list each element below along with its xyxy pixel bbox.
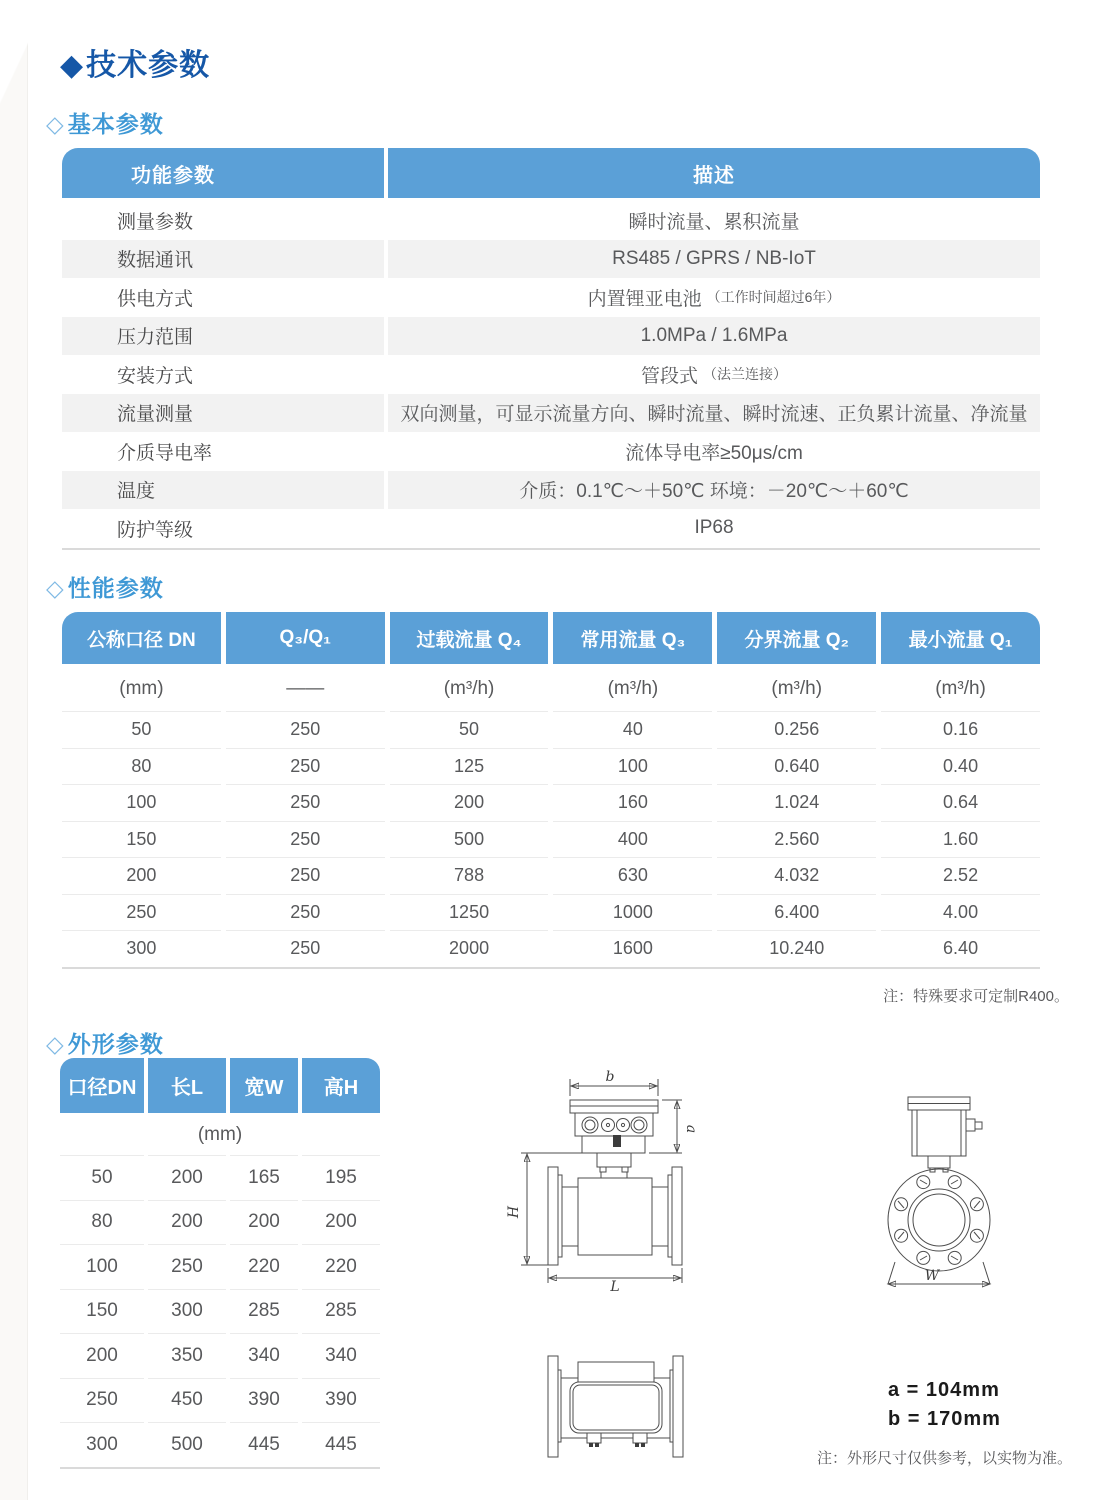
dimension-data-cell: 200 — [148, 1200, 226, 1245]
dimension-b-value: b = 170mm — [888, 1408, 1001, 1430]
performance-table-header — [62, 612, 1040, 664]
dimension-column-header: 口径DN — [60, 1058, 144, 1113]
basic-table-row — [62, 471, 1040, 510]
performance-parameters-table — [62, 612, 1040, 969]
performance-data-cell: 80 — [62, 748, 221, 785]
performance-data-cell: 160 — [553, 784, 712, 821]
performance-data-cell: 250 — [226, 821, 385, 858]
performance-data-cell: 788 — [390, 857, 549, 894]
param-value: 双向测量，可显示流量方向、瞬时流量、瞬时流速、正负累计流量、净流量 — [388, 394, 1040, 433]
basic-table-row — [62, 355, 1040, 394]
dimension-data-cell: 340 — [230, 1333, 298, 1378]
basic-table-row — [62, 317, 1040, 356]
dimension-data-cell: 50 — [60, 1155, 144, 1200]
param-label: 供电方式 — [62, 278, 384, 317]
performance-data-cell: 630 — [553, 857, 712, 894]
performance-data-cell: 100 — [553, 748, 712, 785]
section-heading-dimensions — [46, 1026, 164, 1059]
dimension-data-cell: 350 — [148, 1333, 226, 1378]
performance-data-cell: 200 — [62, 857, 221, 894]
performance-data-cell: 1000 — [553, 894, 712, 931]
performance-data-cell: 100 — [62, 784, 221, 821]
param-value: 介质：0.1℃～＋50℃ 环境：－20℃～＋60℃ — [388, 471, 1040, 510]
performance-data-cell: 0.40 — [881, 748, 1040, 785]
section-heading-performance-text: 性能参数 — [67, 575, 164, 601]
dimension-data-cell: 285 — [230, 1289, 298, 1334]
basic-table-row — [62, 201, 1040, 240]
page-title — [60, 40, 210, 84]
dimension-data-cell: 200 — [230, 1200, 298, 1245]
dimension-table-header — [60, 1058, 380, 1113]
performance-data-cell: 400 — [553, 821, 712, 858]
dimension-data-cell: 100 — [60, 1244, 144, 1289]
performance-data-cell: 250 — [62, 894, 221, 931]
performance-data-cell: 1600 — [553, 930, 712, 967]
dimension-parameters-table — [60, 1058, 380, 1469]
performance-data-cell: 250 — [226, 784, 385, 821]
dimension-data-cell: 150 — [60, 1289, 144, 1334]
performance-data-cell: 250 — [226, 857, 385, 894]
performance-data-cell: 10.240 — [717, 930, 876, 967]
param-value: IP68 — [388, 509, 1040, 548]
dimension-data-cell: 390 — [302, 1378, 380, 1423]
param-label: 温度 — [62, 471, 384, 510]
param-value: 1.0MPa / 1.6MPa — [388, 317, 1040, 356]
performance-data-cell: 50 — [390, 711, 549, 748]
performance-unit-cell: (m³/h) — [390, 667, 549, 711]
performance-unit-cell: (m³/h) — [717, 667, 876, 711]
param-value: 瞬时流量、累积流量 — [388, 201, 1040, 240]
param-value: 内置锂亚电池 （工作时间超过6年） — [388, 278, 1040, 317]
outline-diamond-icon: ◇ — [46, 111, 65, 137]
performance-data-cell: 0.16 — [881, 711, 1040, 748]
basic-table-row — [62, 509, 1040, 548]
basic-parameters-table — [62, 148, 1040, 550]
performance-unit-cell: (m³/h) — [881, 667, 1040, 711]
flowmeter-top-view-drawing — [538, 1348, 698, 1463]
performance-column-header: 公称口径 DN — [62, 612, 221, 664]
performance-data-cell: 4.032 — [717, 857, 876, 894]
param-value: RS485 / GPRS / NB-IoT — [388, 240, 1040, 279]
dimension-column-header: 长L — [148, 1058, 226, 1113]
basic-table-row — [62, 432, 1040, 471]
performance-data-cell: 1250 — [390, 894, 549, 931]
dimension-table-units-row: (mm) — [197, 1124, 243, 1145]
dimension-data-cell: 390 — [230, 1378, 298, 1423]
dimension-data-cell: 200 — [60, 1333, 144, 1378]
param-label: 介质导电率 — [62, 432, 384, 471]
dim-label-a: a — [683, 1124, 699, 1134]
param-value-note: （法兰连接） — [703, 366, 787, 383]
performance-table-units-row — [62, 667, 1040, 711]
page-title-text: 技术参数 — [86, 49, 211, 82]
performance-column-header: 分界流量 Q₂ — [717, 612, 876, 664]
performance-table-body — [62, 711, 1040, 969]
performance-data-cell: 0.64 — [881, 784, 1040, 821]
param-value: 流体导电率≥50μs/cm — [388, 432, 1040, 471]
performance-data-cell: 0.256 — [717, 711, 876, 748]
performance-data-cell: 200 — [390, 784, 549, 821]
page-left-edge — [0, 0, 28, 1500]
dimension-data-cell: 200 — [302, 1200, 380, 1245]
performance-data-cell: 2.560 — [717, 821, 876, 858]
performance-data-cell: 150 — [62, 821, 221, 858]
outline-diamond-icon: ◇ — [46, 1031, 65, 1057]
section-heading-basic — [46, 106, 164, 139]
param-label: 安装方式 — [62, 355, 384, 394]
dimension-data-cell: 445 — [230, 1422, 298, 1467]
dim-label-b: b — [605, 1069, 615, 1085]
performance-data-cell: 6.400 — [717, 894, 876, 931]
param-value: 管段式 （法兰连接） — [388, 355, 1040, 394]
dimension-data-cell: 200 — [148, 1155, 226, 1200]
flowmeter-side-view-drawing — [858, 1083, 1008, 1293]
performance-data-cell: 0.640 — [717, 748, 876, 785]
dim-label-W: W — [924, 1268, 940, 1284]
dimension-data-cell: 220 — [230, 1244, 298, 1289]
performance-column-header: Q₃/Q₁ — [226, 612, 385, 664]
performance-data-cell: 1.60 — [881, 821, 1040, 858]
dim-label-L: L — [610, 1279, 620, 1291]
dimension-data-cell: 250 — [60, 1378, 144, 1423]
performance-column-header: 最小流量 Q₁ — [881, 612, 1040, 664]
dimension-a-value: a = 104mm — [888, 1379, 1000, 1401]
param-label: 防护等级 — [62, 509, 384, 548]
param-value-note: （工作时间超过6年） — [706, 289, 841, 306]
performance-data-cell: 250 — [226, 930, 385, 967]
performance-data-cell: 2000 — [390, 930, 549, 967]
performance-data-cell: 2.52 — [881, 857, 1040, 894]
dimension-data-cell: 450 — [148, 1378, 226, 1423]
dimension-data-cell: 340 — [302, 1333, 380, 1378]
performance-column-header: 过载流量 Q₄ — [390, 612, 549, 664]
performance-data-cell: 500 — [390, 821, 549, 858]
performance-data-cell: 4.00 — [881, 894, 1040, 931]
filled-diamond-icon: ◆ — [60, 49, 85, 82]
performance-note: 注：特殊要求可定制R400。 — [883, 988, 1069, 1005]
section-heading-basic-text: 基本参数 — [67, 111, 164, 137]
dimension-data-cell: 285 — [302, 1289, 380, 1334]
performance-data-cell: 250 — [226, 748, 385, 785]
performance-data-cell: 250 — [226, 711, 385, 748]
performance-unit-cell: (mm) — [62, 667, 221, 711]
basic-table-row — [62, 278, 1040, 317]
drawing-dimension-values — [888, 1376, 1001, 1434]
performance-data-cell: 250 — [226, 894, 385, 931]
dimension-data-cell: 300 — [60, 1422, 144, 1467]
performance-data-cell: 50 — [62, 711, 221, 748]
performance-column-header: 常用流量 Q₃ — [553, 612, 712, 664]
basic-table-row — [62, 240, 1040, 279]
dimension-data-cell: 165 — [230, 1155, 298, 1200]
section-heading-performance — [46, 570, 164, 603]
basic-table-header — [62, 148, 1040, 198]
section-heading-dimensions-text: 外形参数 — [67, 1031, 164, 1057]
basic-table-body — [62, 201, 1040, 550]
performance-unit-cell: —— — [226, 667, 385, 711]
basic-header-function: 功能参数 — [62, 148, 384, 198]
outline-diamond-icon: ◇ — [46, 575, 65, 601]
performance-unit-cell: (m³/h) — [553, 667, 712, 711]
performance-data-cell: 1.024 — [717, 784, 876, 821]
dimension-data-cell: 300 — [148, 1289, 226, 1334]
param-label: 数据通讯 — [62, 240, 384, 279]
basic-table-row — [62, 394, 1040, 433]
dimension-data-cell: 195 — [302, 1155, 380, 1200]
dimensions-note: 注：外形尺寸仅供参考，以实物为准。 — [816, 1450, 1072, 1467]
dimension-column-header: 高H — [302, 1058, 380, 1113]
dimension-data-cell: 500 — [148, 1422, 226, 1467]
dimension-table-body — [60, 1155, 380, 1469]
performance-data-cell: 40 — [553, 711, 712, 748]
dim-label-H: H — [506, 1205, 522, 1219]
dimension-data-cell: 445 — [302, 1422, 380, 1467]
flowmeter-front-view-drawing — [505, 1066, 710, 1291]
param-label: 压力范围 — [62, 317, 384, 356]
dimension-data-cell: 220 — [302, 1244, 380, 1289]
performance-data-cell: 300 — [62, 930, 221, 967]
performance-data-cell: 125 — [390, 748, 549, 785]
dimension-column-header: 宽W — [230, 1058, 298, 1113]
performance-data-cell: 6.40 — [881, 930, 1040, 967]
dimension-data-cell: 250 — [148, 1244, 226, 1289]
dimension-data-cell: 80 — [60, 1200, 144, 1245]
param-label: 测量参数 — [62, 201, 384, 240]
param-label: 流量测量 — [62, 394, 384, 433]
basic-header-description: 描述 — [388, 148, 1040, 198]
